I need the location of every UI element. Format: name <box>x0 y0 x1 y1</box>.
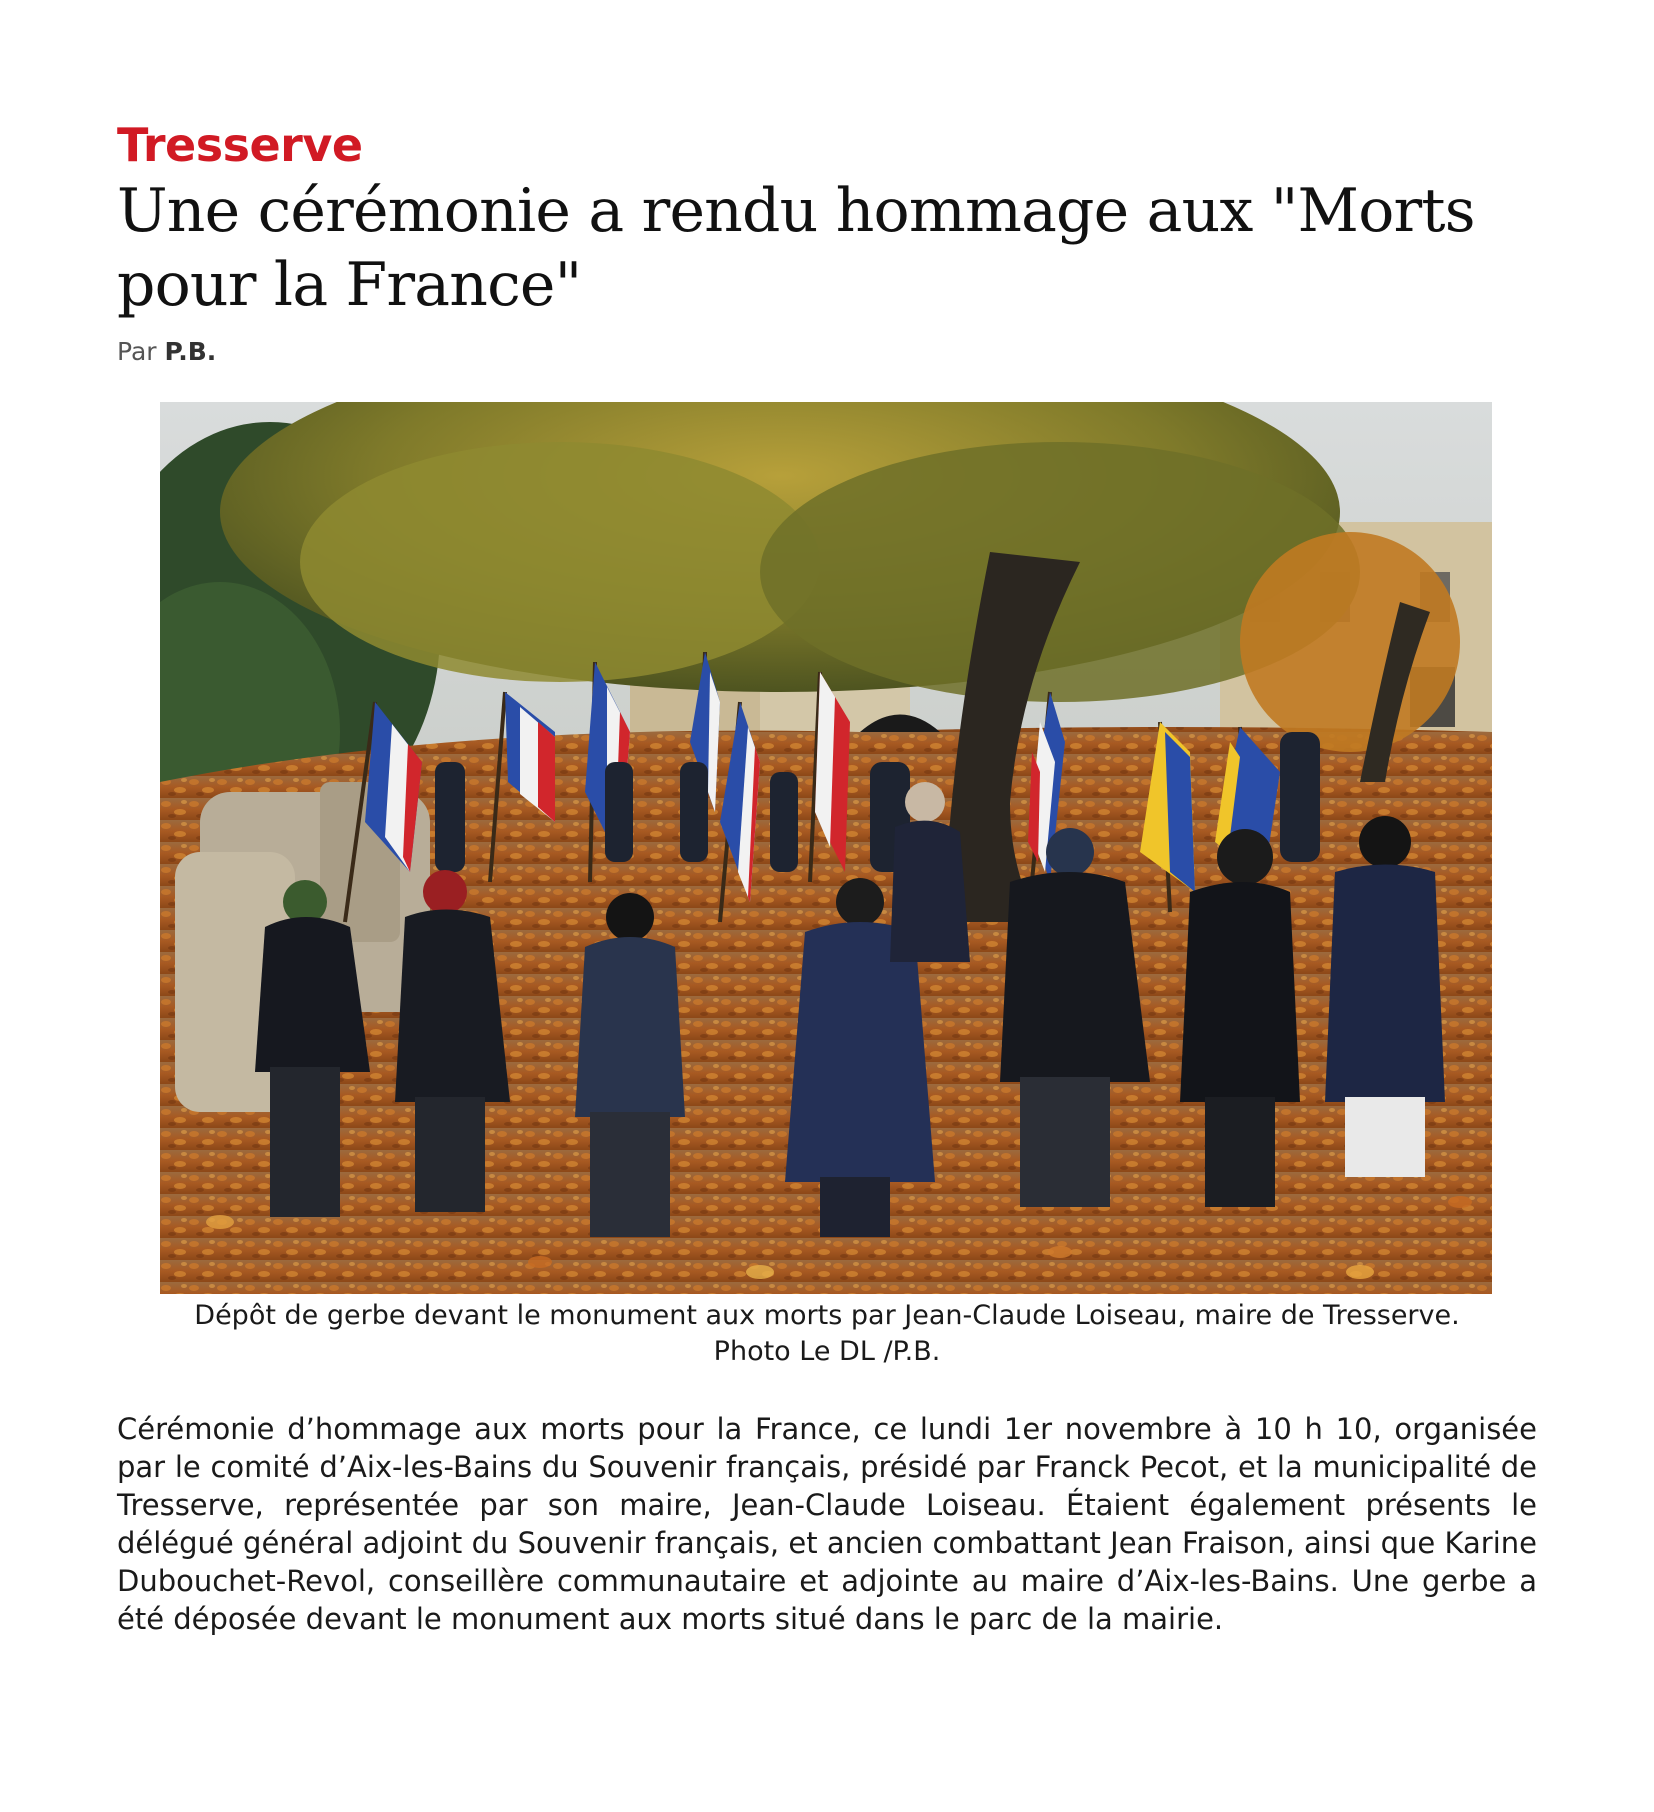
article-photo[interactable] <box>160 402 1492 1294</box>
caption-credit: Photo Le DL /P.B. <box>713 1336 941 1367</box>
byline-author[interactable]: P.B. <box>164 337 217 366</box>
article-headline: Une cérémonie a rendu hommage aux "Morts pour la France" <box>117 176 1475 320</box>
byline-prefix: Par <box>117 337 157 366</box>
section-label[interactable]: Tresserve <box>117 118 363 172</box>
photo-caption <box>117 1298 1537 1370</box>
article-header <box>117 118 1537 368</box>
article-body: Cérémonie d’hommage aux morts pour la France, ce lundi 1er novembre à 10 h 10, organisée par le comité d’Aix-les-Bains du Souvenir français, présidé par Franck Pecot, et la municipalité de Tresserve, représentée par son maire, Jean-Claude Loiseau. Étaient également présents le délégué général adjoint du Souvenir français, et ancien combattant Jean Fraison, ainsi que Karine Dubouchet-Revol, conseillère communautaire et adjointe au maire d’Aix-les-Bains. Une gerbe a été déposée devant le monument aux morts situé dans le parc de la mairie. <box>117 1412 1537 1636</box>
byline <box>117 336 1537 368</box>
ceremony-photo-illustration <box>160 402 1492 1294</box>
caption-text: Dépôt de gerbe devant le monument aux morts par Jean-Claude Loiseau, maire de Tresserve. <box>194 1300 1460 1331</box>
